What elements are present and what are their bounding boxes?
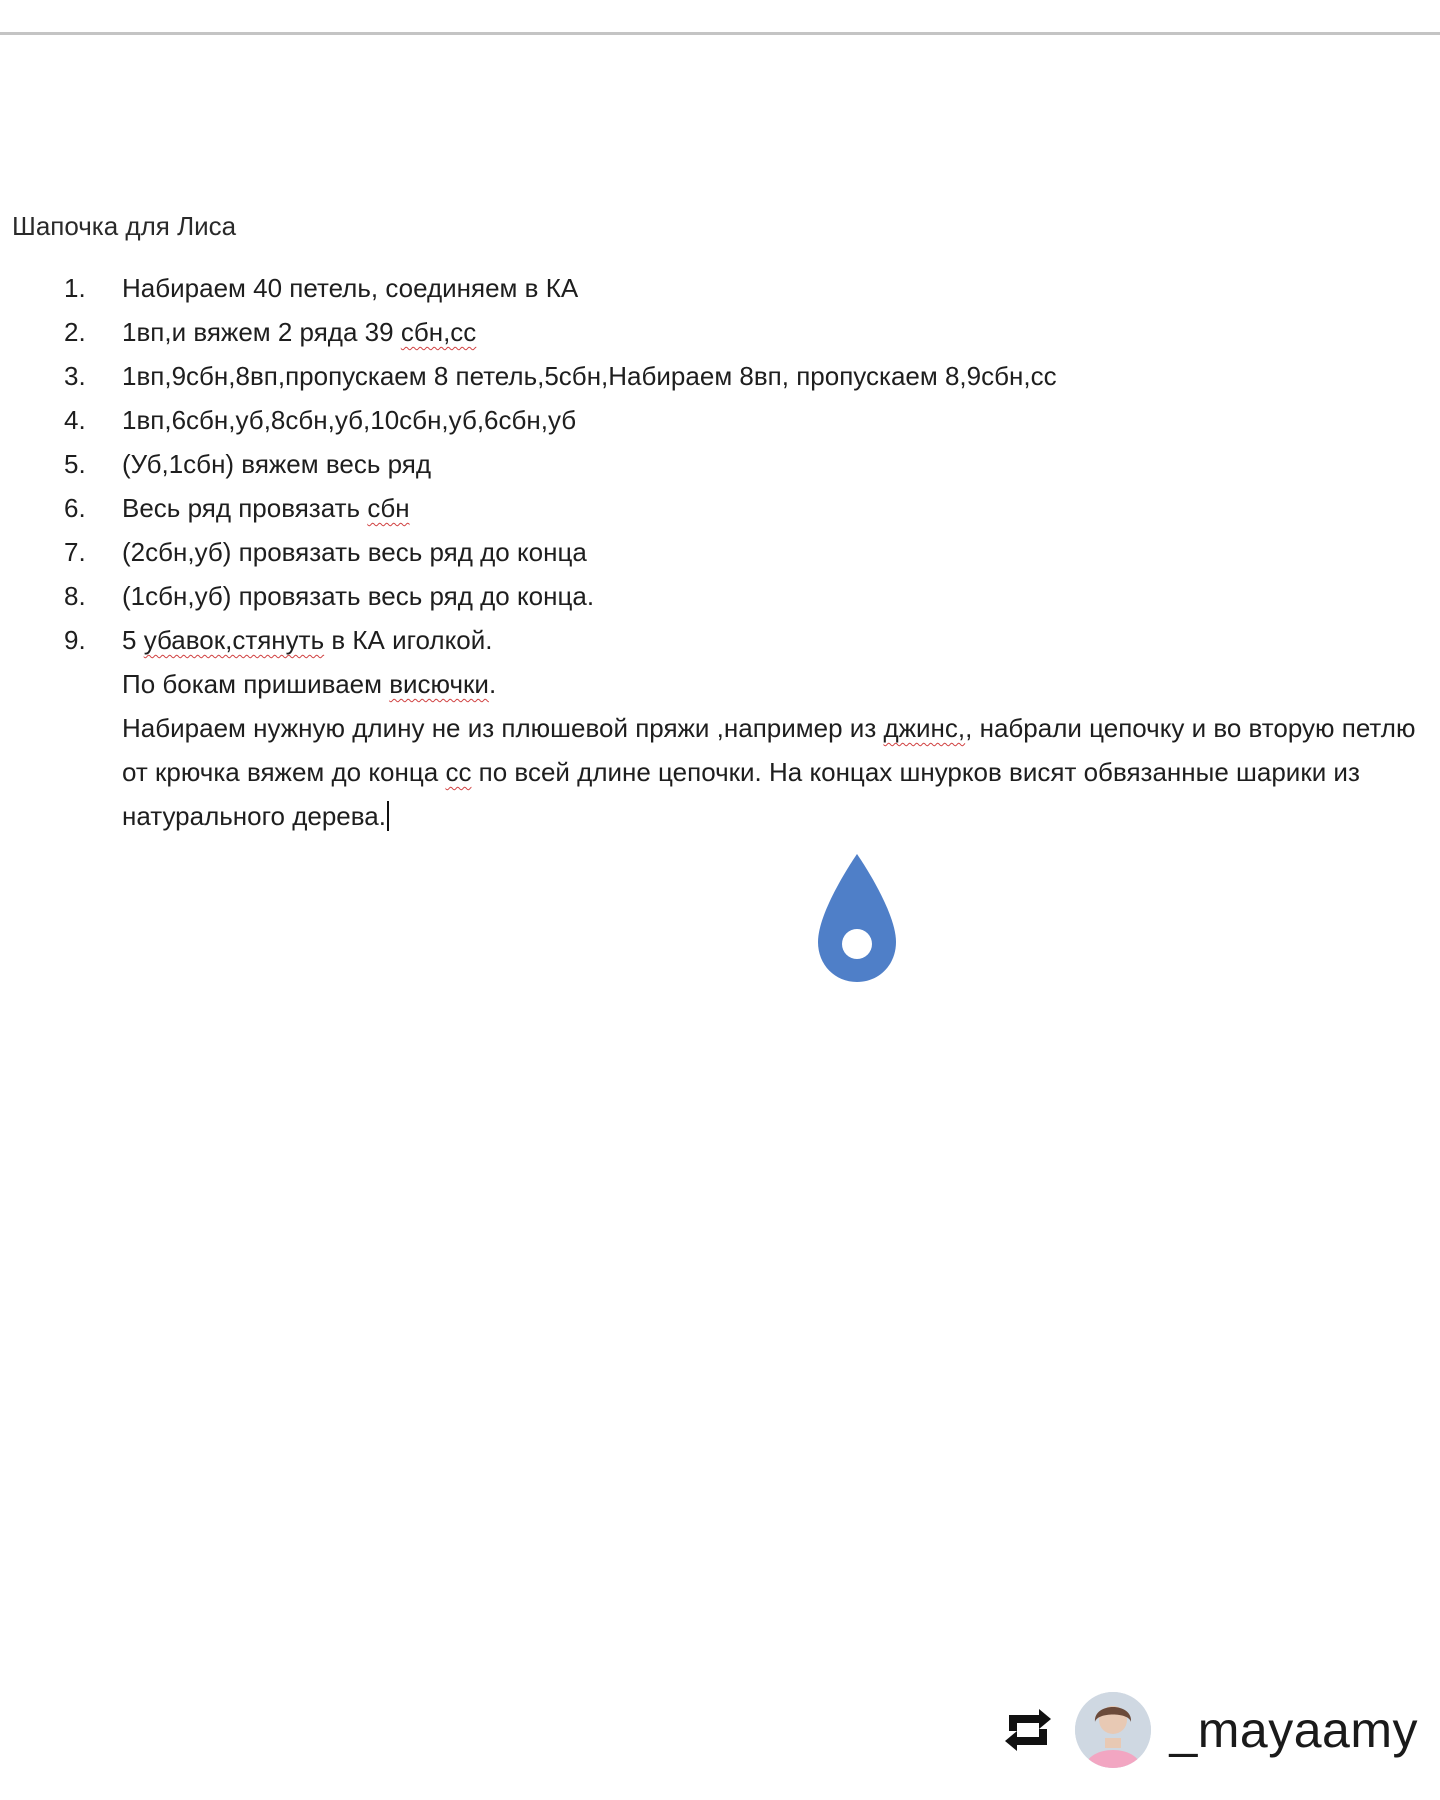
step-item-3: [12, 354, 1422, 398]
step-item-7: [12, 530, 1422, 574]
step-number: 8.: [64, 581, 86, 611]
paragraph-text: Набираем нужную длину не из плюшевой пряжи ,например из: [122, 713, 884, 743]
repost-credit: [999, 1690, 1418, 1770]
top-divider: [0, 32, 1440, 35]
step-text: Набираем 40 петель, соединяем в КА: [122, 273, 579, 303]
step-text: (1сбн,уб) провязать весь ряд до конца.: [122, 581, 595, 611]
step-text: 1вп,6сбн,уб,8сбн,уб,10сбн,уб,6сбн,уб: [122, 405, 577, 435]
spellcheck-word[interactable]: джинс,: [883, 713, 966, 743]
step-item-5: [12, 442, 1422, 486]
spellcheck-word[interactable]: сбн,сс: [400, 317, 477, 347]
step-item-4: [12, 398, 1422, 442]
step-number: 6.: [64, 493, 86, 523]
body-paragraph: [12, 706, 1422, 838]
step-item-2: [12, 310, 1422, 354]
step-text: 5: [122, 625, 144, 655]
steps-list: [12, 266, 1422, 662]
step-item-9: [12, 618, 1422, 662]
step-item-6: [12, 486, 1422, 530]
step-text: (Уб,1сбн) вяжем весь ряд: [122, 449, 432, 479]
avatar-icon[interactable]: [1075, 1692, 1151, 1768]
step-item-1: [12, 266, 1422, 310]
step-text: 1вп,9сбн,8вп,пропускаем 8 петель,5сбн,Набираем 8вп, пропускаем 8,9сбн,сс: [122, 361, 1057, 391]
document-page[interactable]: [12, 208, 1422, 838]
username[interactable]: _mayaamy: [1169, 1702, 1418, 1758]
spellcheck-word[interactable]: сс: [445, 757, 472, 787]
step-item-8: [12, 574, 1422, 618]
step-number: 4.: [64, 405, 86, 435]
extra-line-tail: .: [488, 669, 497, 699]
step-number: 7.: [64, 537, 86, 567]
step-number: 3.: [64, 361, 86, 391]
text-caret: [387, 801, 389, 831]
spellcheck-word[interactable]: убавок,стянуть: [143, 625, 325, 655]
step-number: 1.: [64, 273, 86, 303]
teardrop-handle-icon[interactable]: [814, 852, 900, 984]
document-title: Шапочка для Лиса: [12, 211, 237, 241]
step-number: 9.: [64, 625, 86, 655]
step-number: 5.: [64, 449, 86, 479]
spellcheck-word[interactable]: висючки: [389, 669, 489, 699]
step-text: Весь ряд провязать: [122, 493, 368, 523]
paragraph-text-end: по всей длине цепочки. На концах шнурков висят обвязанные шарики из натурального дерева.: [122, 757, 1360, 831]
extra-line: [12, 662, 1422, 706]
paragraph-text-middle: , набрали цепочку и во вторую петлю от крючка вяжем до конца: [122, 713, 1416, 787]
step-text-tail: в КА иголкой.: [324, 625, 493, 655]
step-text: 1вп,и вяжем 2 ряда 39: [122, 317, 401, 347]
repost-icon: [999, 1707, 1057, 1753]
step-text: (2сбн,уб) провязать весь ряд до конца: [122, 537, 587, 567]
spellcheck-word[interactable]: сбн: [367, 493, 410, 523]
step-number: 2.: [64, 317, 86, 347]
extra-line-text: По бокам пришиваем: [122, 669, 390, 699]
